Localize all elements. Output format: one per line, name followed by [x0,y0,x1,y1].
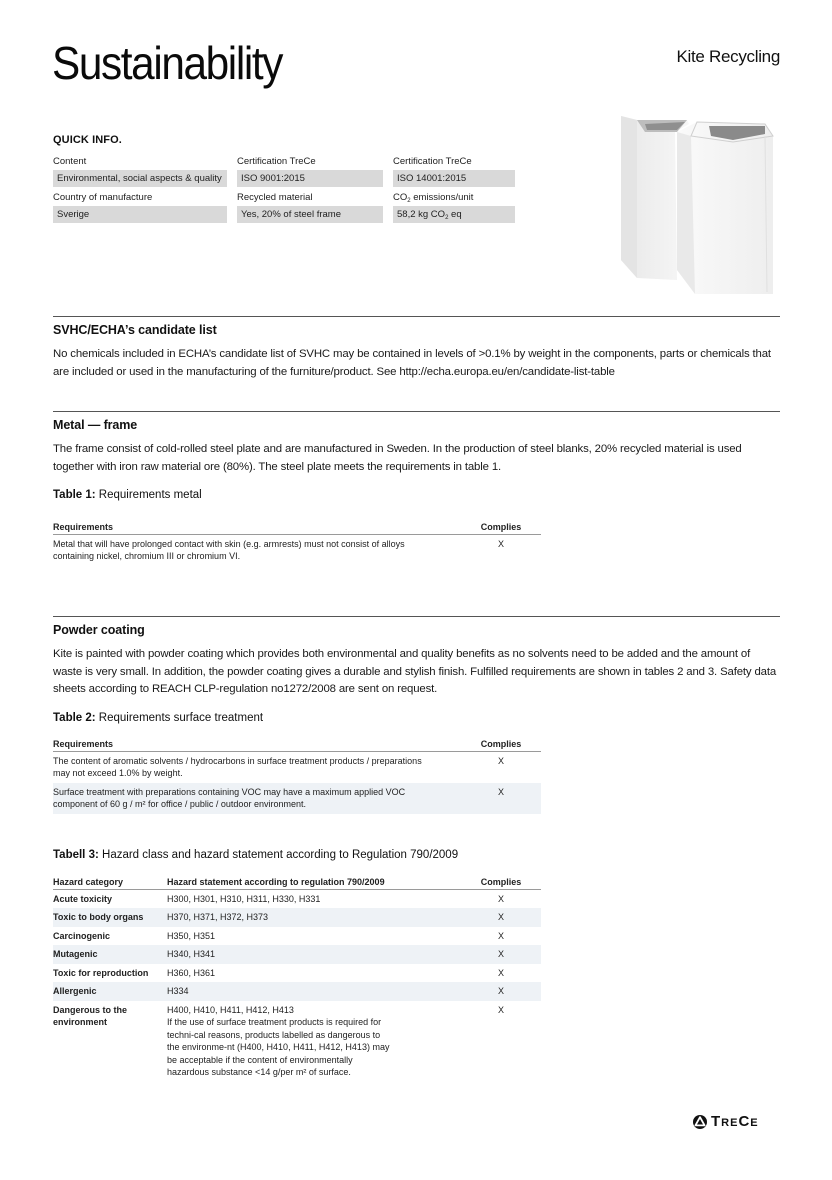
column-header: Hazard statement according to regulation 790/2009 [167,875,461,889]
subscript: 2 [407,198,411,204]
quick-info-certification-iso14001 [393,155,515,187]
section-body: Kite is painted with powder coating which provides both environmental and quality benefits as no solvents need to be added and the amount of waste is very small. In addition, the powder coating gives a durable and stylish finish. Fulfilled requirements are shown in tables 2 and 3. Safety data sheets according to REACH CLP-regulation no1272/2008 are sent on request. [53,648,777,695]
quick-info-country [53,191,227,223]
section-svhc [53,316,780,381]
hazard-note: If the use of surface treatment products is required for techni-cal reasons, products labelled as dangerous to the environme-nt (H400, H410, H411, H412, H413) may be acceptable if the content of environmentally hazardous substance <14 g/per m² of surface. [167,1017,390,1077]
caption-text: Requirements metal [95,489,202,501]
value-text: 58,2 kg CO [397,209,446,220]
table-hazard-class [53,875,541,1082]
table-header-row [53,520,541,534]
table-row [53,982,541,1001]
section-divider [53,316,780,317]
field-label: Recycled material [237,192,313,203]
value-text: eq [448,209,462,220]
column-header: Complies [461,875,541,889]
hazard-category-cell: Toxic for reproduction [53,967,149,978]
field-label: Certification TreCe [393,156,472,167]
logo-text: TreCe [711,1113,759,1130]
column-header: Hazard category [53,875,167,889]
section-divider [53,616,780,617]
hazard-statement-cell: H350, H351 [167,930,216,941]
section-divider [53,411,780,412]
section-powder-coating [53,616,780,699]
table-row [53,751,541,783]
trece-logo-icon [692,1114,708,1130]
table-requirements-metal [53,520,541,566]
section-heading: Metal — frame [53,418,138,432]
product-image [615,110,780,300]
quick-info-title: QUICK INFO. [53,134,122,146]
table-row [53,783,541,814]
table1-caption [53,489,202,501]
complies-cell: X [497,967,504,978]
table-row [53,927,541,946]
requirement-cell: Surface treatment with preparations containing VOC may have a maximum applied VOC component of 60 g / m² for office / public / outdoor environment. [53,783,461,814]
table-row [53,964,541,983]
label-text: CO [393,192,408,203]
field-label: Content [53,156,87,167]
table3-caption [53,849,458,861]
complies-cell: X [497,893,504,904]
hazard-codes: H400, H410, H411, H412, H413 [167,1004,294,1015]
section-body: The frame consist of cold-rolled steel plate and are manufactured in Sweden. In the production of steel blanks, 20% recycled material is used together with iron raw material ore (80%). The steel plate meets the requirements in table 1. [53,443,742,473]
table-requirements-surface-treatment [53,737,541,814]
hazard-category-cell: Carcinogenic [53,930,111,941]
column-header: Complies [461,520,541,534]
recycling-bin-illustration [615,110,780,300]
field-label [393,191,515,204]
field-label: Certification TreCe [237,156,316,167]
table-row [53,908,541,927]
table-header-row [53,875,541,889]
document-subtitle: Kite Recycling [676,47,780,66]
hazard-category-cell: Acute toxicity [53,893,113,904]
hazard-category-cell: Mutagenic [53,945,167,964]
hazard-statement-cell [167,1001,461,1082]
complies-cell: X [497,538,504,549]
table-row [53,889,541,908]
hazard-statement-cell: H334 [167,982,461,1001]
complies-cell: X [461,783,541,814]
section-heading: SVHC/ECHA’s candidate list [53,323,217,337]
hazard-statement-cell: H300, H301, H310, H311, H330, H331 [167,893,321,904]
quick-info-recycled-material [237,191,383,223]
table2-caption [53,712,263,724]
complies-cell: X [497,1004,504,1015]
complies-cell: X [461,908,541,927]
caption-text: Requirements surface treatment [95,712,264,724]
section-heading: Powder coating [53,623,145,637]
table-row [53,945,541,964]
quick-info-co2-emissions [393,191,515,223]
hazard-category-cell: Toxic to body organs [53,908,167,927]
column-header: Complies [461,737,541,751]
column-header: Requirements [53,520,461,534]
quick-info-content [53,155,227,187]
requirement-cell: The content of aromatic solvents / hydrocarbons in surface treatment products / preparations may not exceed 1.0% by weight. [53,755,422,778]
complies-cell: X [461,982,541,1001]
field-label: Country of manufacture [53,192,153,203]
page-title: Sustainability [52,37,283,89]
column-header: Requirements [53,737,461,751]
hazard-category-cell: Dangerous to the environment [53,1004,128,1027]
hazard-statement-cell: H360, H361 [167,967,216,978]
complies-cell: X [461,945,541,964]
table-row [53,1001,541,1082]
label-text: emissions/unit [410,192,474,203]
quick-info-grid [53,155,515,223]
field-value: ISO 9001:2015 [237,170,383,187]
table-header-row [53,737,541,751]
table-row [53,534,541,566]
field-value: ISO 14001:2015 [393,170,515,187]
caption-text: Hazard class and hazard statement according to Regulation 790/2009 [98,849,459,861]
caption-label: Tabell 3: [53,849,99,861]
complies-cell: X [497,755,504,766]
field-value: Yes, 20% of steel frame [237,206,383,223]
complies-cell: X [497,930,504,941]
subscript: 2 [445,215,449,221]
requirement-cell: Metal that will have prolonged contact with skin (e.g. armrests) must not consist of alloys containing nickel, chromium III or chromium VI. [53,538,405,561]
field-value [393,206,515,223]
hazard-category-cell: Allergenic [53,982,167,1001]
section-metal-frame [53,411,780,476]
section-body: No chemicals included in ECHA’s candidate list of SVHC may be contained in levels of >0.1% by weight in the components, parts or chemicals that are included or used in the manufacturing of the furniture/product. See http://echa.europa.eu/en/candidate-list-table [53,348,771,378]
hazard-statement-cell: H370, H371, H372, H373 [167,908,461,927]
field-value: Sverige [53,206,227,223]
quick-info-certification-iso9001 [237,155,383,187]
caption-label: Table 1: [53,489,96,501]
caption-label: Table 2: [53,712,96,724]
field-value: Environmental, social aspects & quality [53,170,227,187]
trece-logo [692,1113,759,1130]
hazard-statement-cell: H340, H341 [167,945,461,964]
